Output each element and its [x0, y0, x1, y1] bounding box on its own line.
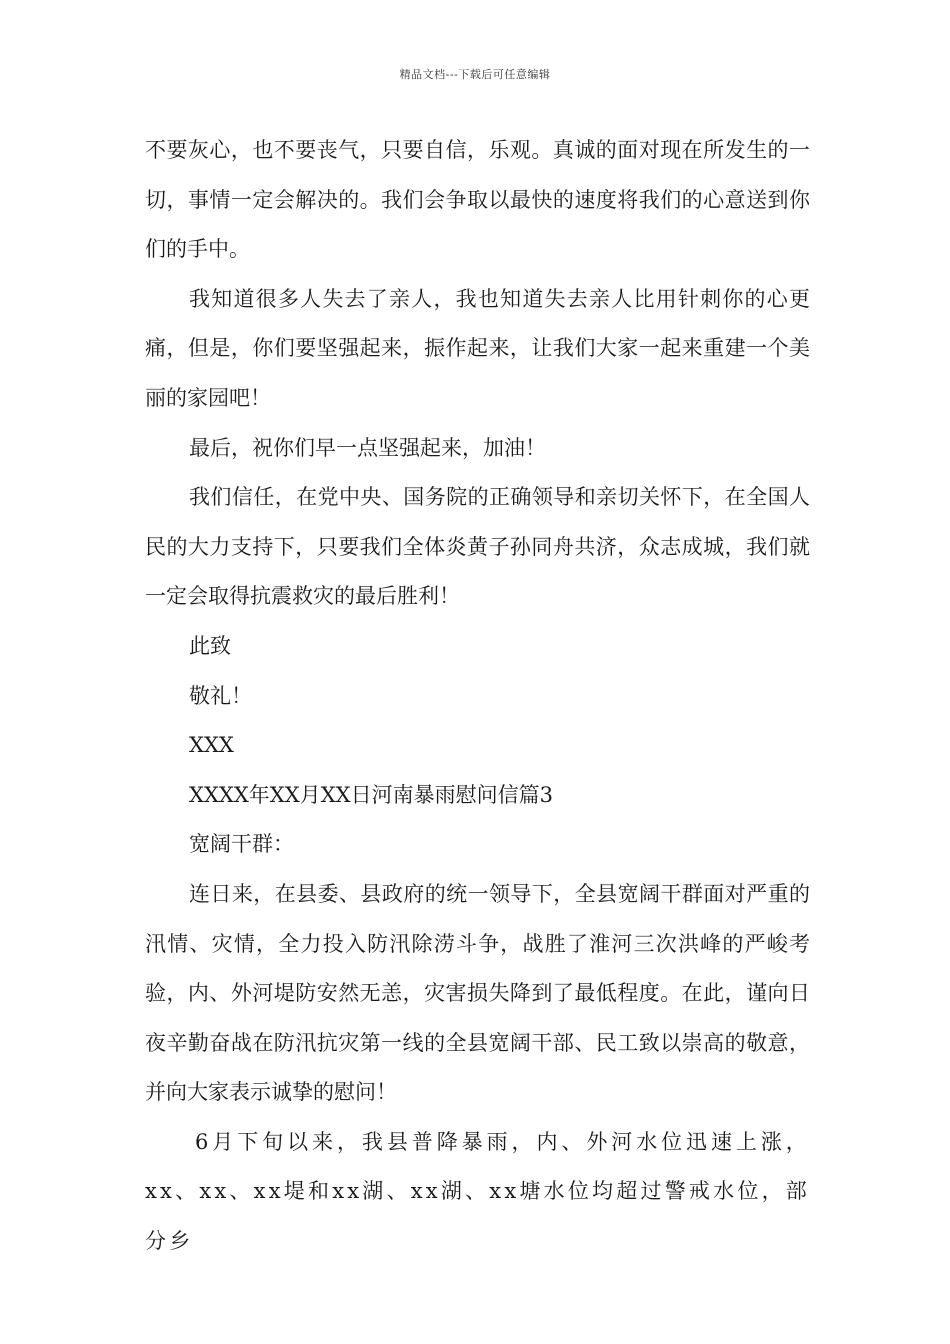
letter-greeting: 宽阔干群：	[189, 832, 294, 857]
paragraph-flood-fight: 连日来，在县委、县政府的统一领导下，全县宽阔干群面对严重的汛情、灾情，全力投入防汛除涝斗争，战胜了淮河三次洪峰的严峻考验，内、外河堤防安然无恙，灾害损失降到了最低程度。在此，谨向日夜辛勤奋战在防汛抗灾第一线的全县宽阔干部、民工致以崇高的敬意，并向大家表示诚挚的慰问！	[145, 881, 810, 1105]
signature-name: XXX	[189, 733, 234, 758]
salutation-jingli: 敬礼！	[189, 683, 252, 708]
document-body	[145, 126, 810, 1267]
paragraph-confidence: 我们信任，在党中央、国务院的正确领导和亲切关怀下，在全国人民的大力支持下，只要我们全体炎黄子孙同舟共济，众志成城，我们就一定会取得抗震救灾的最后胜利！	[145, 485, 810, 609]
page-header: 精品文档---下载后可任意编辑	[399, 68, 551, 81]
paragraph-closing-wish: 最后，祝你们早一点坚强起来，加油！	[189, 435, 546, 460]
paragraph-encouragement: 不要灰心，也不要丧气，只要自信，乐观。真诚的面对现在所发生的一切，事情一定会解决的。我们会争取以最快的速度将我们的心意送到你们的手中。	[145, 138, 810, 262]
paragraph-lost-relatives: 我知道很多人失去了亲人，我也知道失去亲人比用针刺你的心更痛，但是，你们要坚强起来，振作起来，让我们大家一起来重建一个美丽的家园吧！	[145, 286, 810, 410]
salutation-cizhi: 此致	[189, 633, 231, 658]
paragraph-rainfall: 6月下旬以来，我县普降暴雨，内、外河水位迅速上涨，xx、xx、xx堤和xx湖、xx湖、xx塘水位均超过警戒水位，部分乡	[145, 1129, 810, 1254]
date-and-section-title: XXXX年XX月XX日河南暴雨慰问信篇3	[189, 782, 553, 807]
